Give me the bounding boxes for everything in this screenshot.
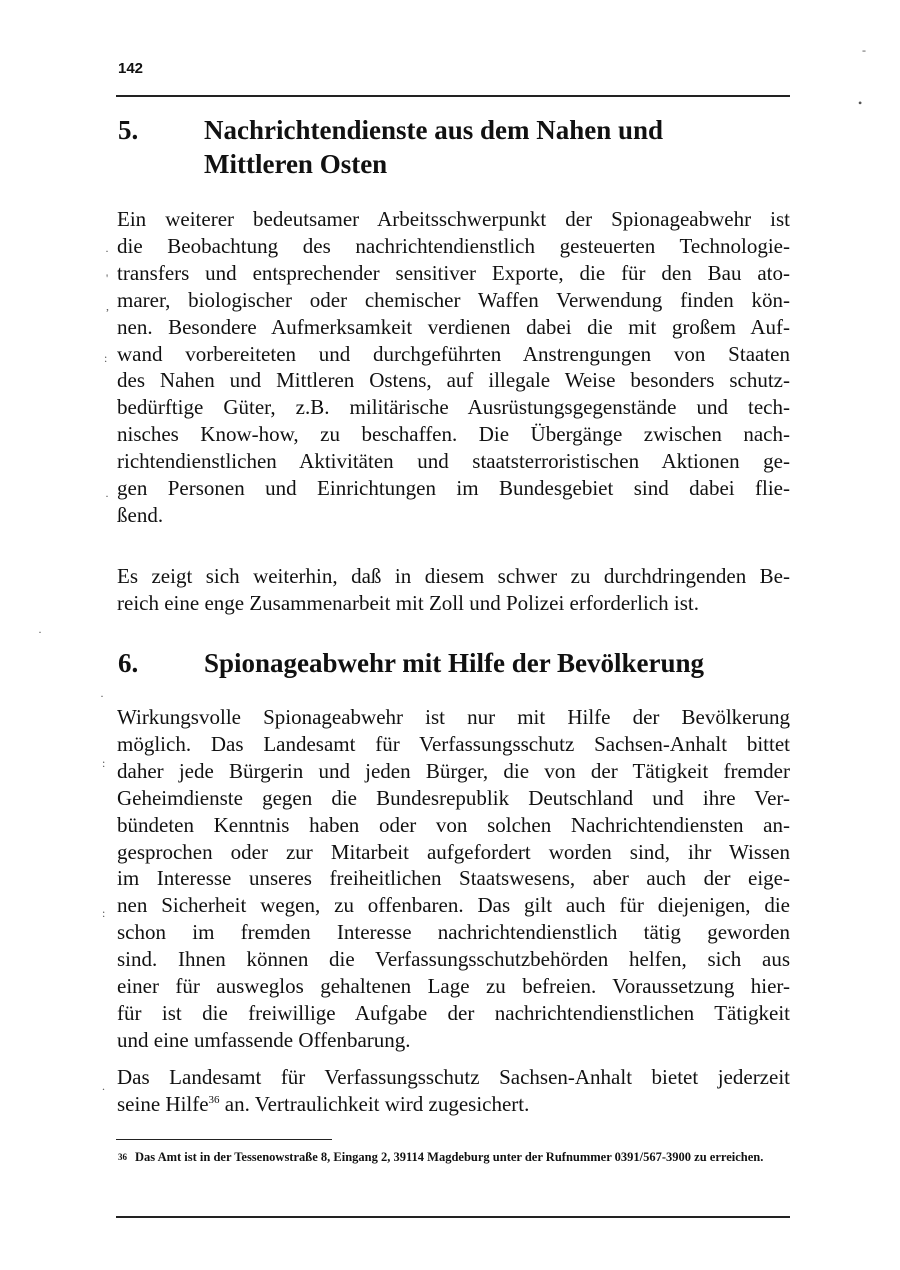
text-line: des Nahen und Mittleren Ostens, auf illegale Weise besonders schutz- [117, 368, 790, 393]
section-title-line: Mittleren Osten [204, 149, 388, 179]
footnote-rule [116, 1139, 332, 1140]
text-line: Geheimdienste gegen die Bundesrepublik Deutschland und ihre Ver- [117, 785, 790, 810]
text-line: bündeten Kenntnis haben oder von solchen Nachrichtendiensten an- [117, 812, 790, 837]
text-line: richtendienstlichen Aktivitäten und staatsterroristischen Aktionen ge- [117, 449, 790, 474]
section-number: 5. [118, 115, 139, 145]
scan-speck: • [858, 96, 863, 110]
text-line: gen Personen und Einrichtungen im Bundesgebiet sind dabei flie- [117, 476, 790, 501]
section-title-line: Nachrichtendienste aus dem Nahen und [204, 115, 664, 145]
section-title [204, 113, 778, 181]
text-line: im Interesse unseres freiheitlichen Staatswesens, aber auch der eige- [117, 866, 790, 891]
paragraph-public-help [117, 704, 790, 1054]
scan-speck: : [104, 351, 108, 365]
paragraph-cooperation [117, 563, 790, 617]
scan-speck: · [105, 489, 109, 503]
text-line: nen Sicherheit wegen, zu offenbaren. Das gilt auch für diejenigen, die [117, 893, 790, 918]
scan-speck: · [100, 689, 104, 703]
footnote-text: Das Amt ist in der Tessenowstraße 8, Eingang 2, 39114 Magdeburg unter der Rufnummer 0391/567-3900 zu erreichen. [135, 1150, 764, 1164]
section-number: 6. [118, 648, 139, 678]
text-line: Das Landesamt für Verfassungsschutz Sachsen-Anhalt bietet jederzeit [117, 1065, 790, 1089]
footer-rule [116, 1216, 790, 1218]
scan-speck: - [862, 43, 866, 57]
footnote-number: 36 [118, 1152, 127, 1162]
scan-speck: · [38, 625, 42, 639]
text-line: sind. Ihnen können die Verfassungsschutzbehörden helfen, sich aus [117, 947, 790, 972]
text-line: nen. Besondere Aufmerksamkeit verdienen dabei die mit großem Auf- [117, 314, 790, 339]
text-line: marer, biologischer oder chemischer Waffen Verwendung finden kön- [117, 287, 790, 312]
text-line: einer für ausweglos gehaltenen Lage zu befreien. Voraussetzung hier- [117, 974, 790, 999]
text-span: seine Hilfe [117, 1091, 209, 1116]
scan-speck: · [105, 244, 109, 258]
footnote-reference[interactable]: 36 [208, 1093, 220, 1106]
text-line: möglich. Das Landesamt für Verfassungsschutz Sachsen-Anhalt bittet [117, 731, 790, 756]
text-line: reich eine enge Zusammenarbeit mit Zoll und Polizei erforderlich ist. [117, 590, 699, 615]
scan-speck: ' [106, 271, 109, 285]
text-line: gesprochen oder zur Mitarbeit aufgefordert worden sind, ihr Wissen [117, 839, 790, 864]
text-line: daher jede Bürgerin und jeden Bürger, die von der Tätigkeit fremder [117, 758, 790, 783]
text-line: die Beobachtung des nachrichtendienstlich gesteuerten Technologie- [117, 233, 790, 258]
text-line: ßend. [117, 502, 164, 527]
footnote [118, 1148, 788, 1166]
text-line: Wirkungsvolle Spionageabwehr ist nur mit Hilfe der Bevölkerung [117, 705, 790, 729]
paragraph-technology-transfer [117, 206, 790, 529]
page-number: 142 [118, 60, 144, 77]
paragraph-offer [117, 1064, 790, 1118]
text-line: transfers und entsprechender sensitiver Exporte, die für den Bau ato- [117, 260, 790, 285]
scan-speck: : [102, 756, 106, 770]
scan-speck: . [102, 1079, 105, 1093]
text-line: und eine umfassende Offenbarung. [117, 1027, 411, 1052]
text-line: Ein weiterer bedeutsamer Arbeitsschwerpunkt der Spionageabwehr ist [117, 207, 790, 231]
scan-speck: : [102, 906, 106, 920]
scan-speck: , [106, 299, 109, 313]
text-line: Es zeigt sich weiterhin, daß in diesem schwer zu durchdringenden Be- [117, 564, 790, 588]
section-title: Spionageabwehr mit Hilfe der Bevölkerung [204, 648, 705, 678]
header-rule [116, 95, 790, 97]
text-line: nisches Know-how, zu beschaffen. Die Übergänge zwischen nach- [117, 422, 790, 447]
text-line: bedürftige Güter, z.B. militärische Ausrüstungsgegenstände und tech- [117, 395, 790, 420]
text-line [117, 1091, 790, 1118]
section-heading-6 [118, 646, 778, 680]
text-line: für ist die freiwillige Aufgabe der nachrichtendienstlichen Tätigkeit [117, 1000, 790, 1025]
text-line: schon im fremden Interesse nachrichtendienstlich tätig geworden [117, 920, 790, 945]
text-span: an. Vertraulichkeit wird zugesichert. [219, 1091, 530, 1116]
section-heading-5 [118, 113, 778, 181]
text-line: wand vorbereiteten und durchgeführten Anstrengungen von Staaten [117, 341, 790, 366]
